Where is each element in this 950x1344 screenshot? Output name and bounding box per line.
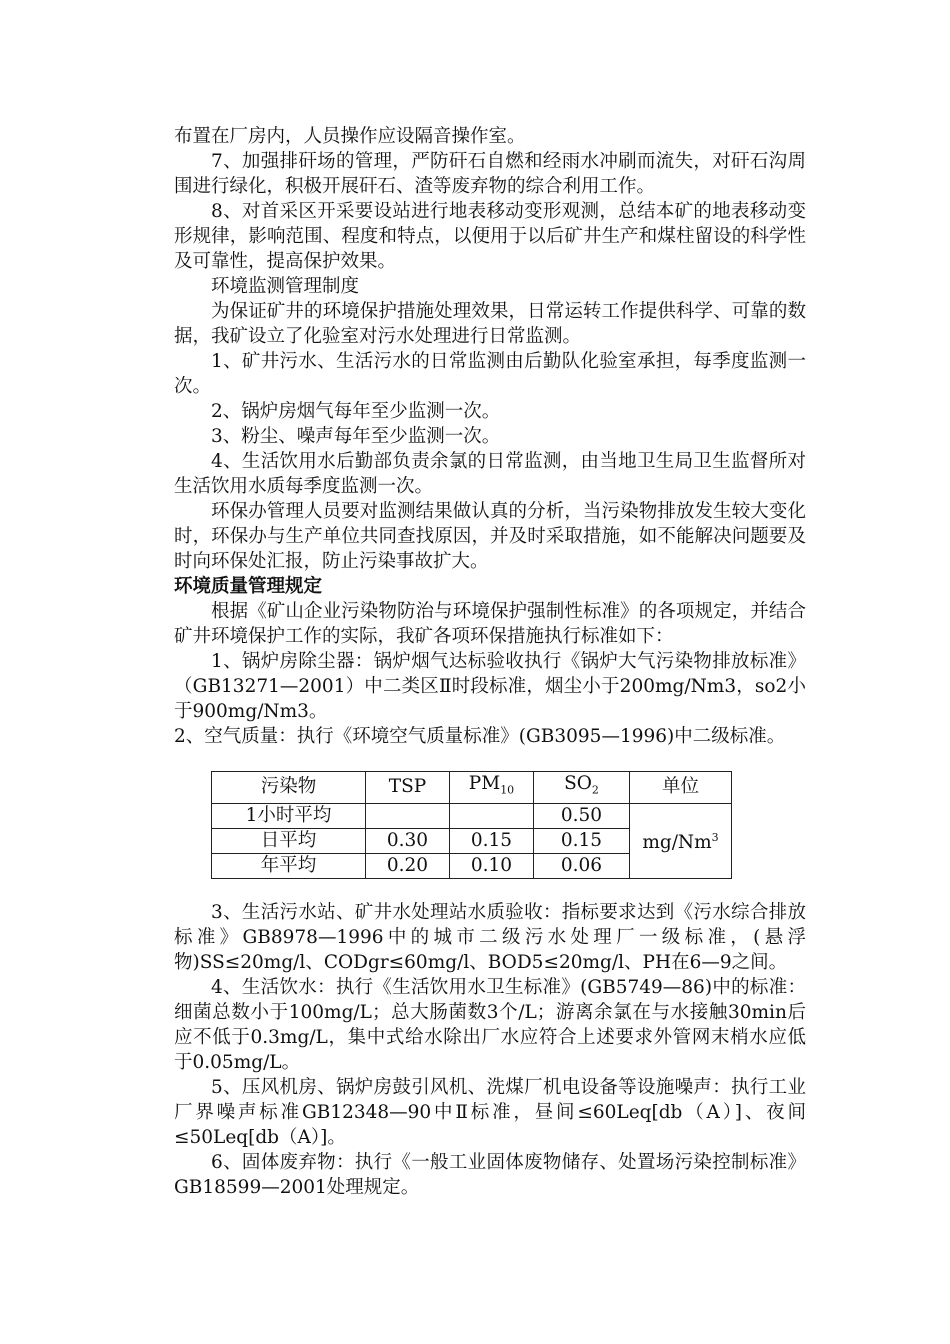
paragraph: 6、固体废弃物：执行《一般工业固体废物储存、处置场污染控制标准》GB18599—2001处理规定。	[174, 1152, 806, 1198]
header-pm10-base: PM	[468, 773, 501, 794]
cell-tsp	[366, 803, 450, 828]
row-label: 1小时平均	[212, 803, 366, 828]
unit-sup: 3	[711, 831, 719, 845]
row-label: 年平均	[212, 853, 366, 878]
cell-so2: 0.06	[534, 853, 630, 878]
header-unit: 单位	[630, 772, 732, 804]
header-pm10-sub: 10	[500, 783, 515, 797]
header-so2-sub: 2	[591, 783, 599, 797]
text-block-bottom	[174, 900, 806, 1200]
paragraph: 7、加强排矸场的管理，严防矸石自燃和经雨水冲刷而流失，对矸石沟周围进行绿化，积极开展矸石、渣等废弃物的综合利用工作。	[174, 151, 806, 197]
header-pollutant: 污染物	[212, 772, 366, 804]
cell-pm10: 0.15	[450, 828, 534, 853]
paragraph: 2、空气质量：执行《环境空气质量标准》(GB3095—1996)中二级标准。	[174, 726, 786, 747]
paragraph: 布置在厂房内，人员操作应设隔音操作室。	[174, 126, 526, 147]
cell-unit	[630, 803, 732, 878]
cell-so2: 0.15	[534, 828, 630, 853]
header-so2	[534, 772, 630, 804]
header-pm10	[450, 772, 534, 804]
cell-pm10: 0.10	[450, 853, 534, 878]
paragraph: 为保证矿井的环境保护措施处理效果，日常运转工作提供科学、可靠的数据，我矿设立了化验室对污水处理进行日常监测。	[174, 301, 806, 347]
paragraph: 1、矿井污水、生活污水的日常监测由后勤队化验室承担，每季度监测一次。	[174, 351, 806, 397]
section-heading: 环境质量管理规定	[174, 576, 323, 597]
unit-base: mg/Nm	[642, 832, 712, 854]
cell-so2: 0.50	[534, 803, 630, 828]
paragraph: 4、生活饮用水后勤部负责余氯的日常监测，由当地卫生局卫生监督所对生活饮用水质每季度监测一次。	[174, 451, 806, 497]
paragraph: 8、对首采区开采要设站进行地表移动变形观测，总结本矿的地表移动变形规律，影响范围、程度和特点，以便用于以后矿井生产和煤柱留设的科学性及可靠性，提高保护效果。	[174, 201, 806, 272]
table-header-row	[212, 772, 732, 804]
paragraph: 环保办管理人员要对监测结果做认真的分析，当污染物排放发生较大变化时，环保办与生产单位共同查找原因，并及时采取措施，如不能解决问题要及时向环保处汇报，防止污染事故扩大。	[174, 501, 806, 572]
air-quality-table-wrap	[211, 771, 732, 879]
paragraph: 4、生活饮水：执行《生活饮用水卫生标准》(GB5749—86)中的标准：细菌总数小于100mg/L；总大肠菌数3个/L；游离余氯在与水接触30min后应不低于0.3mg/L，集中式给水除出厂水应符合上述要求外管网末梢水应低于0.05mg/L。	[174, 977, 806, 1073]
cell-tsp: 0.20	[366, 853, 450, 878]
row-label: 日平均	[212, 828, 366, 853]
paragraph: 1、锅炉房除尘器：锅炉烟气达标验收执行《锅炉大气污染物排放标准》（GB13271—2001）中二类区Ⅱ时段标准，烟尘小于200mg/Nm3，so2小于900mg/Nm3。	[174, 651, 806, 722]
air-quality-table	[211, 771, 732, 879]
cell-tsp: 0.30	[366, 828, 450, 853]
cell-pm10	[450, 803, 534, 828]
paragraph: 根据《矿山企业污染物防治与环境保护强制性标准》的各项规定，并结合矿井环境保护工作的实际，我矿各项环保措施执行标准如下：	[174, 601, 806, 647]
header-so2-base: SO	[564, 773, 592, 794]
paragraph: 3、粉尘、噪声每年至少监测一次。	[211, 426, 501, 447]
paragraph: 3、生活污水站、矿井水处理站水质验收：指标要求达到《污水综合排放标准》GB8978—1996中的城市二级污水处理厂一级标准，(悬浮物)SS≤20mg/l、CODgr≤60mg/l、BOD5≤20mg/l、PH在6—9之间。	[174, 902, 806, 973]
section-subtitle: 环境监测管理制度	[211, 276, 360, 297]
text-block-top	[174, 124, 806, 749]
paragraph: 5、压风机房、锅炉房鼓引风机、洗煤厂机电设备等设施噪声：执行工业厂界噪声标准GB12348—90中Ⅱ标准，昼间≤60Leq[db（A）]、夜间≤50Leq[db（A）]。	[174, 1077, 806, 1148]
header-tsp: TSP	[366, 772, 450, 804]
paragraph: 2、锅炉房烟气每年至少监测一次。	[211, 401, 501, 422]
table-row	[212, 803, 732, 828]
